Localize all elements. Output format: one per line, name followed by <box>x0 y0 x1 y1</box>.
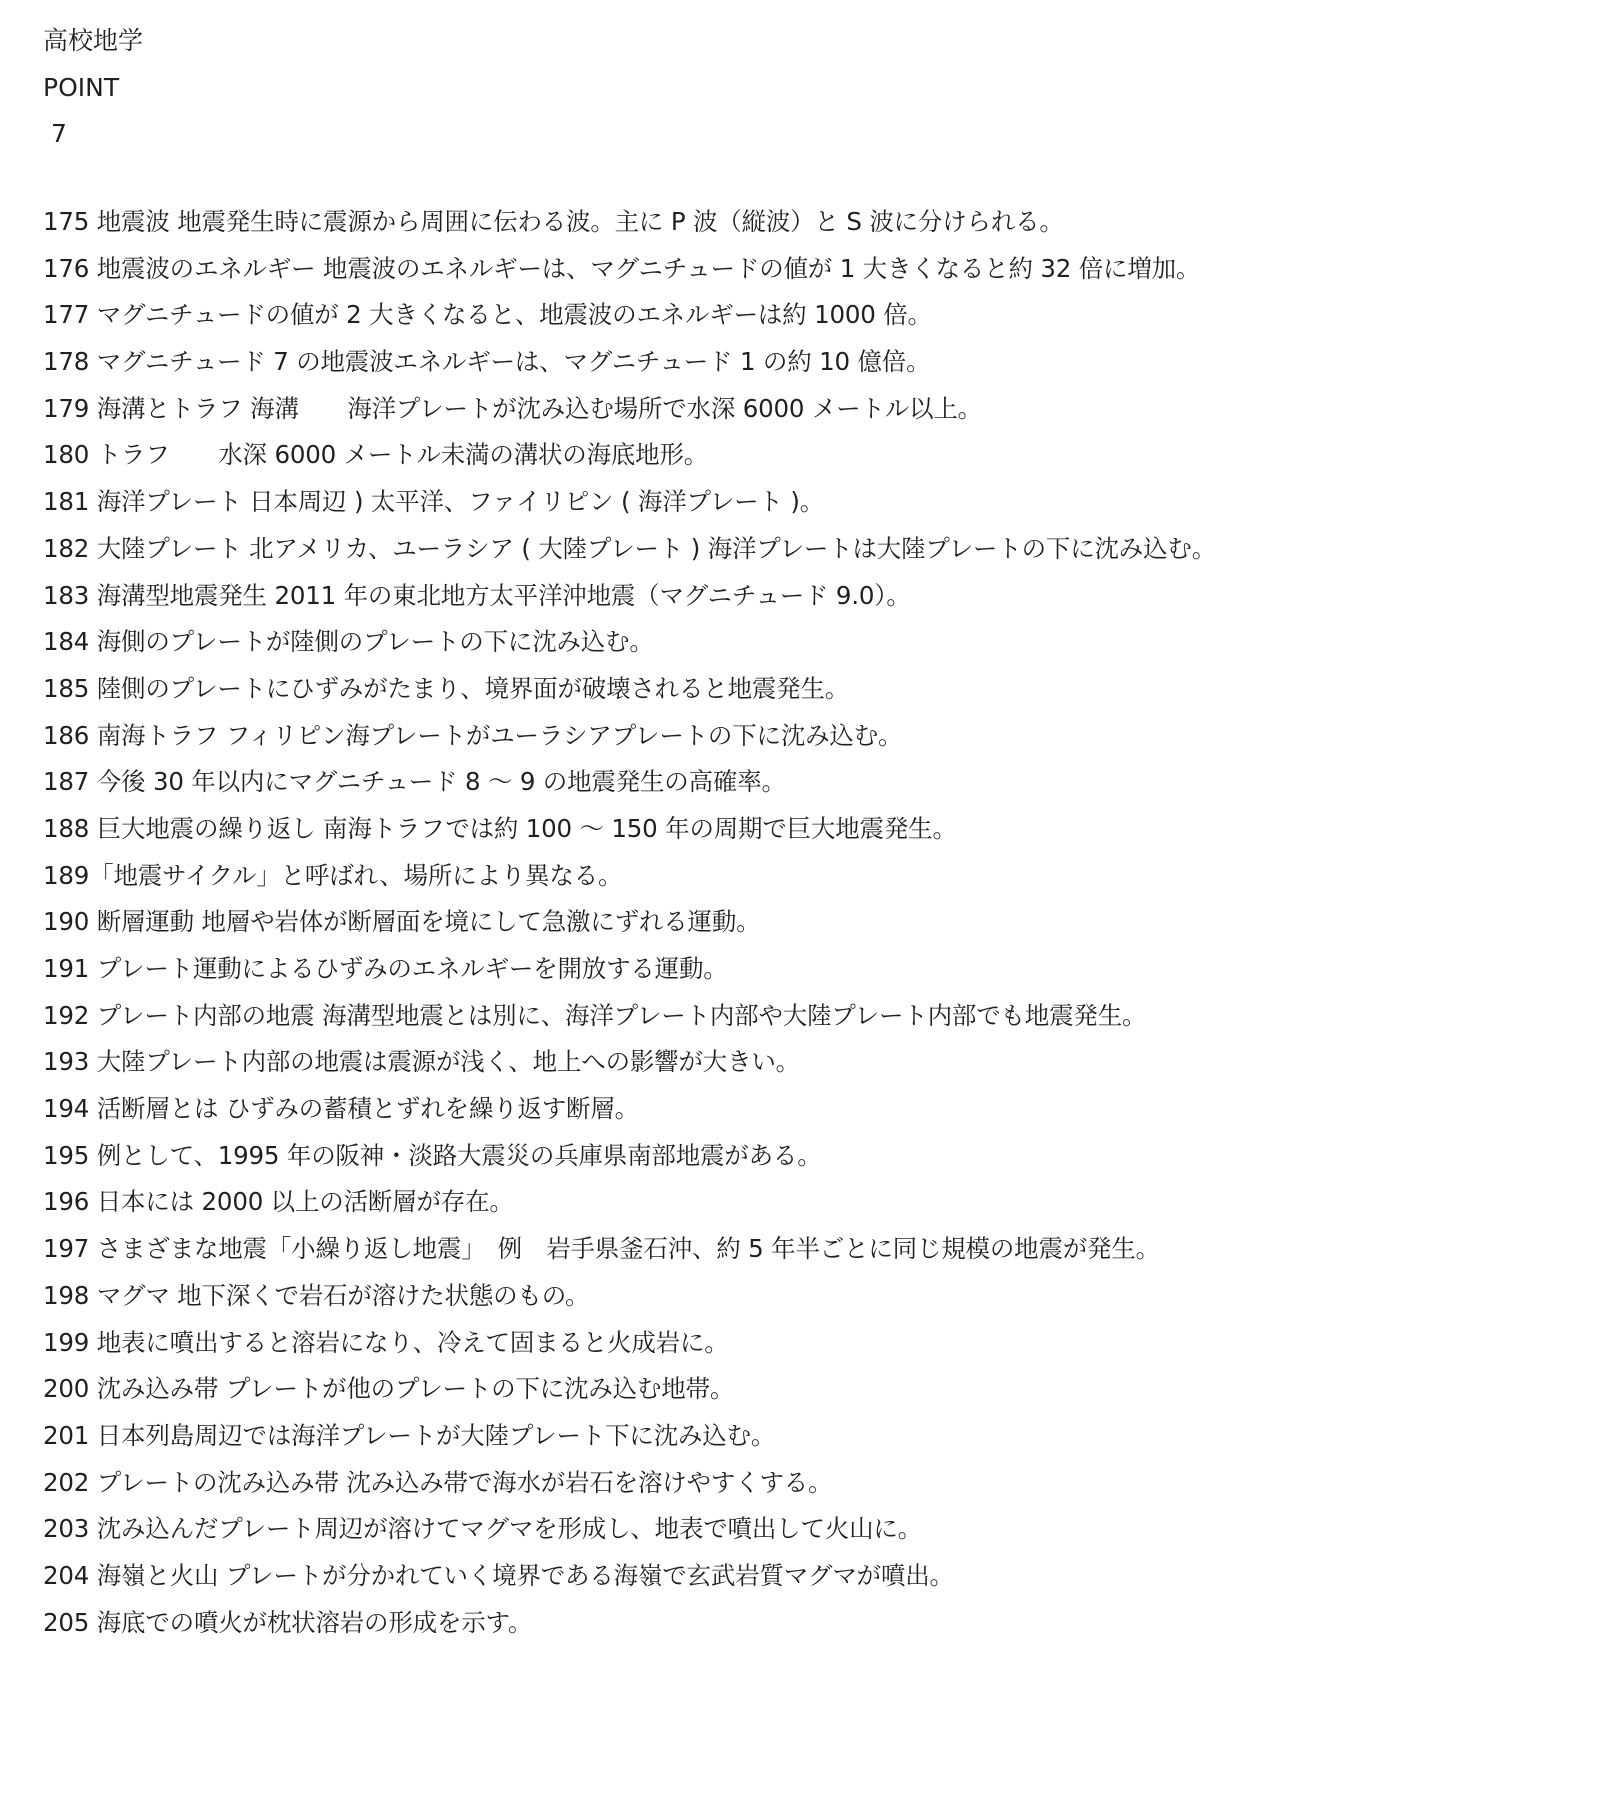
list-item: 189「地震サイクル」と呼ばれ、場所により異なる。 <box>43 860 623 890</box>
point-list <box>43 199 1216 1646</box>
list-item: 203 沈み込んだプレート周辺が溶けてマグマを形成し、地表で噴出して火山に。 <box>43 1514 922 1544</box>
point-number: 7 <box>43 119 67 148</box>
list-item: 200 沈み込み帯 プレートが他のプレートの下に沈み込む地帯。 <box>43 1374 735 1404</box>
list-item: 198 マグマ 地下深くで岩石が溶けた状態のもの。 <box>43 1280 590 1310</box>
list-item: 181 海洋プレート 日本周辺 ) 太平洋、ファイリピン ( 海洋プレート )。 <box>43 487 825 517</box>
list-item: 194 活断層とは ひずみの蓄積とずれを繰り返す断層。 <box>43 1094 639 1124</box>
list-item: 183 海溝型地震発生 2011 年の東北地方太平洋沖地震（マグニチュード 9.0）。 <box>43 580 911 610</box>
list-item: 187 今後 30 年以内にマグニチュード 8 〜 9 の地震発生の高確率。 <box>43 767 786 797</box>
list-item: 201 日本列島周辺では海洋プレートが大陸プレート下に沈み込む。 <box>43 1420 776 1450</box>
subject-title: 高校地学 <box>43 26 144 55</box>
list-item: 190 断層運動 地層や岩体が断層面を境にして急激にずれる運動。 <box>43 907 761 937</box>
point-label: POINT <box>43 72 120 102</box>
list-item: 186 南海トラフ フィリピン海プレートがユーラシアプレートの下に沈み込む。 <box>43 720 903 750</box>
list-item: 182 大陸プレート 北アメリカ、ユーラシア ( 大陸プレート ) 海洋プレートは大陸プレートの下に沈み込む。 <box>43 533 1216 563</box>
list-item: 204 海嶺と火山 プレートが分かれていく境界である海嶺で玄武岩質マグマが噴出。 <box>43 1560 954 1590</box>
list-item: 179 海溝とトラフ 海溝 海洋プレートが沈み込む場所で水深 6000 メートル以上。 <box>43 393 982 423</box>
list-item: 202 プレートの沈み込み帯 沈み込み帯で海水が岩石を溶けやすくする。 <box>43 1467 833 1497</box>
list-item: 199 地表に噴出すると溶岩になり、冷えて固まると火成岩に。 <box>43 1327 729 1357</box>
list-item: 196 日本には 2000 以上の活断層が存在。 <box>43 1187 514 1217</box>
list-item: 178 マグニチュード 7 の地震波エネルギーは、マグニチュード 1 の約 10 億倍。 <box>43 347 931 377</box>
list-item: 175 地震波 地震発生時に震源から周囲に伝わる波。主に P 波（縦波）と S 波に分けられる。 <box>43 207 1064 236</box>
list-item: 197 さまざまな地震「小繰り返し地震」 例 岩手県釜石沖、約 5 年半ごとに同じ規模の地震が発生。 <box>43 1234 1160 1264</box>
list-item: 205 海底での噴火が枕状溶岩の形成を示す。 <box>43 1607 533 1637</box>
list-item: 192 プレート内部の地震 海溝型地震とは別に、海洋プレート内部や大陸プレート内部でも地震発生。 <box>43 1000 1147 1030</box>
list-item: 195 例として、1995 年の阪神・淡路大震災の兵庫県南部地震がある。 <box>43 1140 822 1170</box>
list-item: 184 海側のプレートが陸側のプレートの下に沈み込む。 <box>43 627 654 657</box>
list-item: 191 プレート運動によるひずみのエネルギーを開放する運動。 <box>43 954 728 983</box>
list-item: 188 巨大地震の繰り返し 南海トラフでは約 100 〜 150 年の周期で巨大地震発生。 <box>43 813 957 843</box>
document-header <box>43 18 143 158</box>
list-item: 177 マグニチュードの値が 2 大きくなると、地震波のエネルギーは約 1000 倍。 <box>43 300 932 330</box>
list-item: 180 トラフ 水深 6000 メートル未満の溝状の海底地形。 <box>43 440 709 470</box>
list-item: 176 地震波のエネルギー 地震波のエネルギーは、マグニチュードの値が 1 大きくなると約 32 倍に増加。 <box>43 253 1201 283</box>
list-item: 193 大陸プレート内部の地震は震源が浅く、地上への影響が大きい。 <box>43 1047 800 1077</box>
list-item: 185 陸側のプレートにひずみがたまり、境界面が破壊されると地震発生。 <box>43 673 850 703</box>
